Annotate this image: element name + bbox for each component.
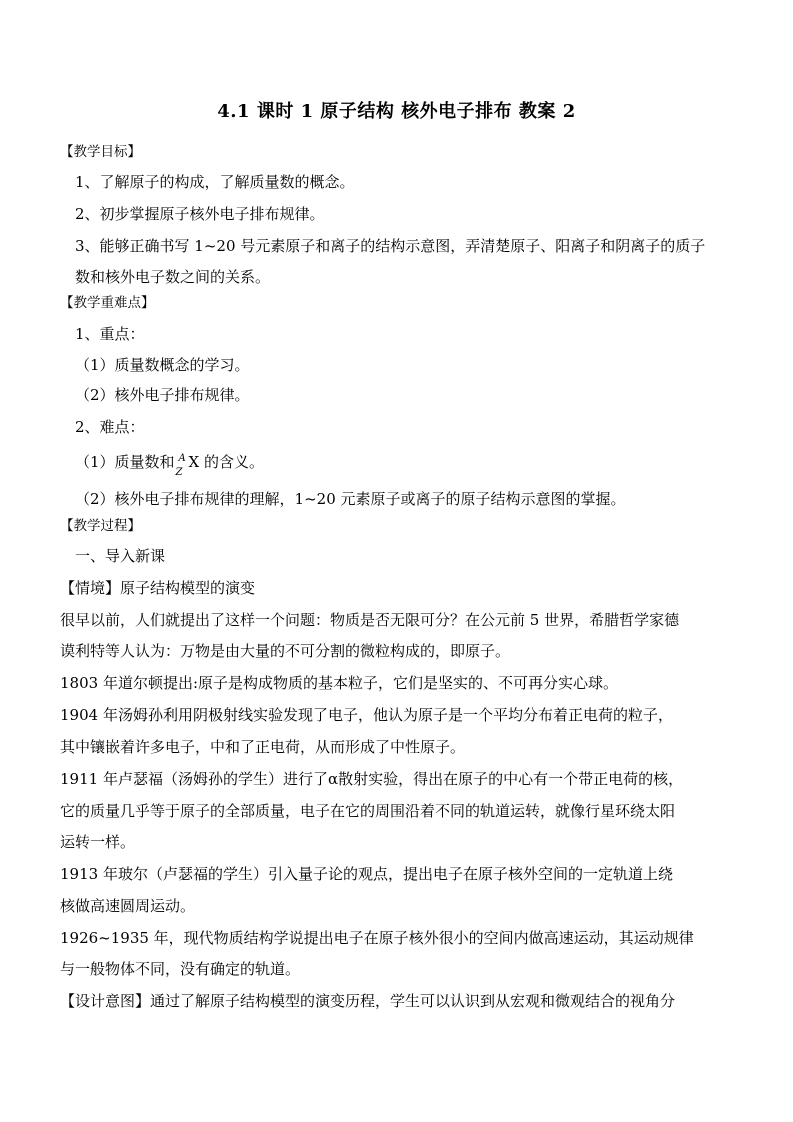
mass-number: A xyxy=(178,453,186,464)
process-line: 其中镶嵌着许多电子，中和了正电荷，从而形成了中性原子。 xyxy=(60,738,466,756)
process-line: 1926~1935 年，现代物质结构学说提出电子在原子核外很小的空间内做高速运动，其运动规律 xyxy=(60,929,694,947)
process-line: 核做高速圆周运动。 xyxy=(60,897,196,915)
section-header-goals: 【教学目标】 xyxy=(60,144,141,160)
process-line: 运转一样。 xyxy=(60,833,136,851)
process-line: 一、导入新课 xyxy=(75,547,166,565)
keypoint-line: （1）质量数概念的学习。 xyxy=(75,356,250,374)
keypoint-line: （2）核外电子排布规律的理解，1~20 元素原子或离子的原子结构示意图的掌握。 xyxy=(75,490,626,508)
keypoint-line: 1、重点： xyxy=(75,325,145,343)
process-line: 它的质量几乎等于原子的全部质量，电子在它的周围沿着不同的轨道运转，就像行星环绕太阳 xyxy=(60,802,676,820)
process-line: 【设计意图】通过了解原子结构模型的演变历程，学生可以认识到从宏观和微观结合的视角分 xyxy=(60,992,676,1010)
process-line: 1803 年道尔顿提出:原子是构成物质的基本粒子，它们是坚实的、不可再分实心球。 xyxy=(60,674,618,692)
goal-item: 数和核外电子数之间的关系。 xyxy=(75,268,271,286)
section-header-process: 【教学过程】 xyxy=(60,518,141,534)
keypoint-line-nuclide xyxy=(75,446,735,478)
process-line: 1904 年汤姆孙利用阴极射线实验发现了电子，他认为原子是一个平均分布着正电荷的粒子， xyxy=(60,706,673,724)
process-line: 1911 年卢瑟福（汤姆孙的学生）进行了α散射实验，得出在原子的中心有一个带正电荷的核， xyxy=(60,770,684,788)
goal-item: 3、能够正确书写 1~20 号元素原子和离子的结构示意图，弄清楚原子、阳离子和阴离子的质子 xyxy=(75,237,706,255)
process-line: 与一般物体不同，没有确定的轨道。 xyxy=(60,960,301,978)
keypoint-line: （2）核外电子排布规律。 xyxy=(75,386,250,404)
goal-item: 1、了解原子的构成，了解质量数的概念。 xyxy=(75,173,355,191)
document-title: 4.1 课时 1 原子结构 核外电子排布 教案 2 xyxy=(217,101,576,122)
process-line: 【情境】原子结构模型的演变 xyxy=(60,579,256,597)
keypoint-line: 2、难点： xyxy=(75,418,145,436)
section-header-keypoints: 【教学重难点】 xyxy=(60,295,155,311)
process-line: 很早以前，人们就提出了这样一个问题：物质是否无限可分？在公元前 5 世界，希腊哲学家德 xyxy=(60,611,680,629)
nuclide-notation xyxy=(175,451,189,478)
process-line: 1913 年玻尔（卢瑟福的学生）引入量子论的观点，提出电子在原子核外空间的一定轨道上绕 xyxy=(60,865,673,883)
process-line: 谟利特等人认为：万物是由大量的不可分割的微粒构成的，即原子。 xyxy=(60,642,511,660)
keypoint-text: X 的含义。 xyxy=(188,453,264,471)
atomic-number: Z xyxy=(175,467,183,478)
keypoint-text: （1）质量数和 xyxy=(75,453,175,471)
goal-item: 2、初步掌握原子核外电子排布规律。 xyxy=(75,205,325,223)
